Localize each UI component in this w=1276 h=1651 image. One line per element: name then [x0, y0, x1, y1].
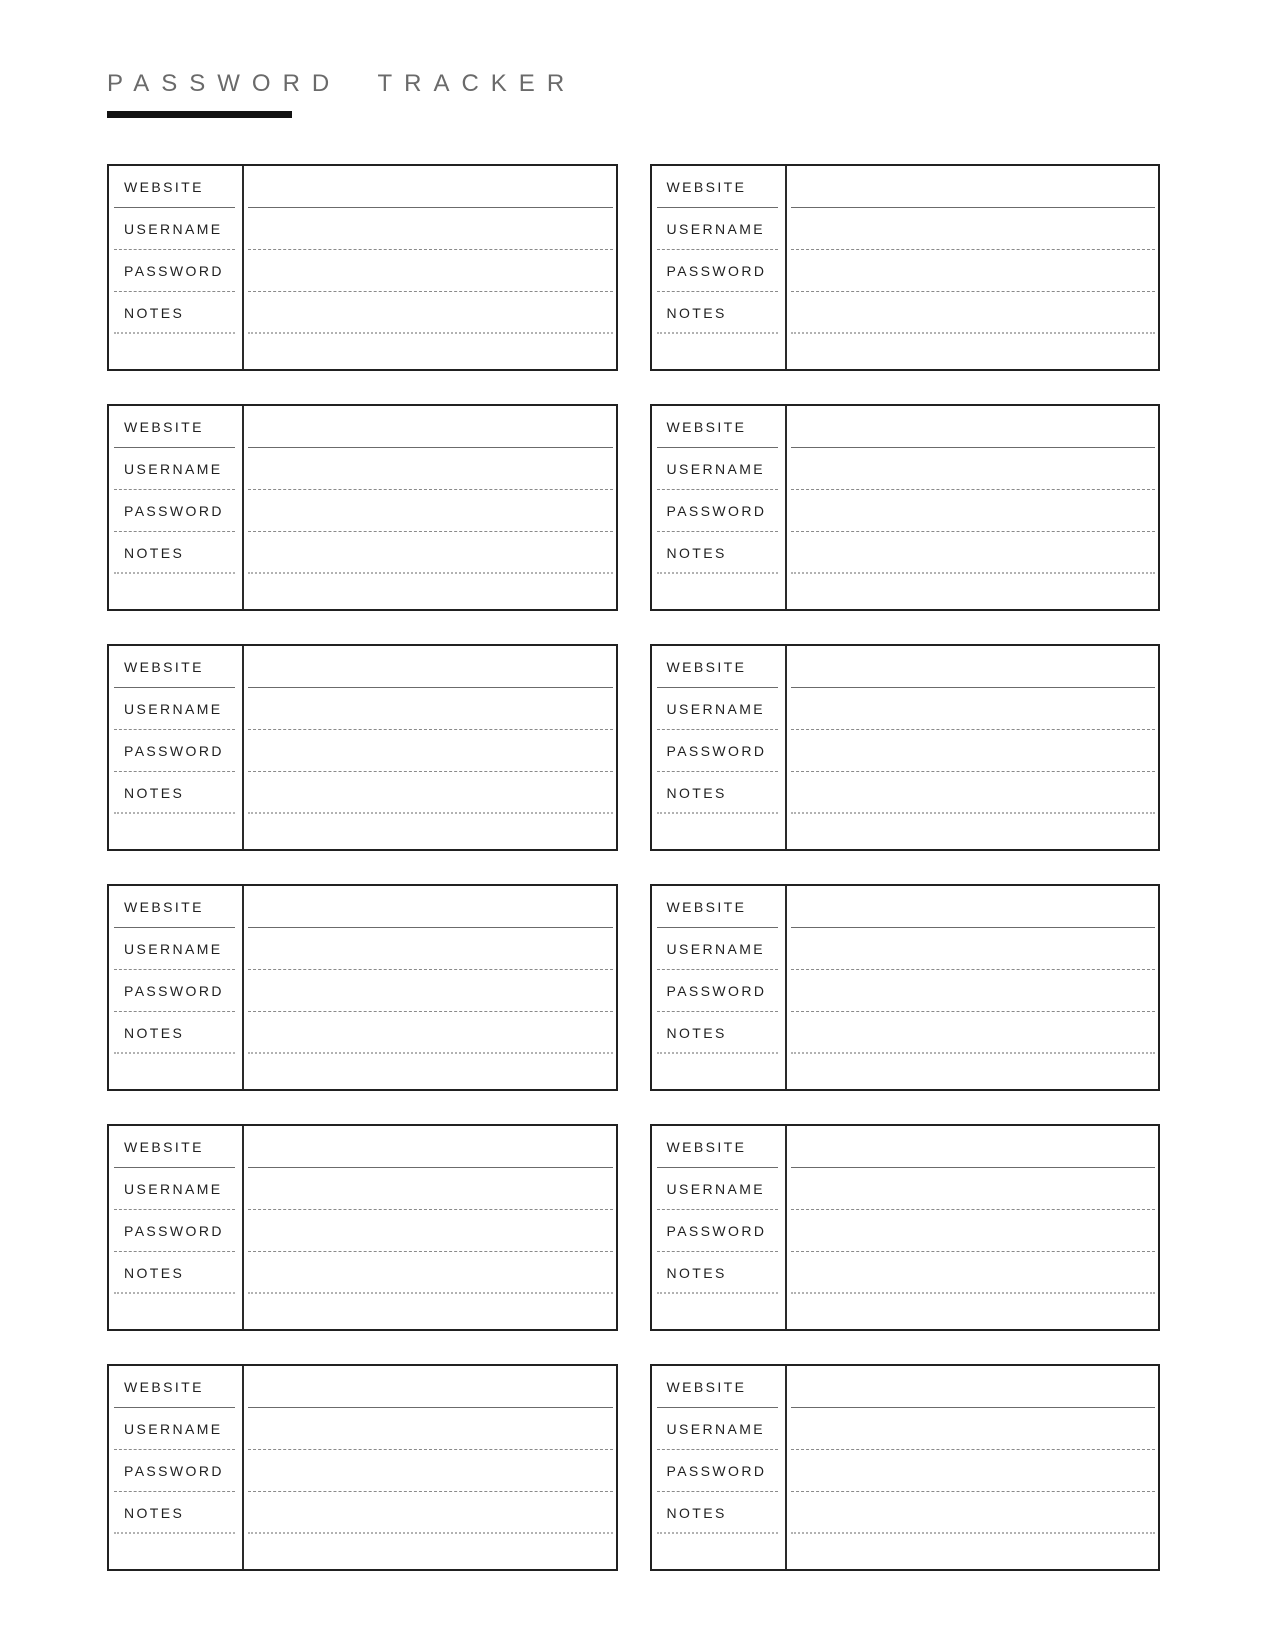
field-value-username-line[interactable]	[787, 1168, 1159, 1210]
value-column	[787, 406, 1159, 609]
value-column-filler	[787, 1294, 1159, 1329]
field-value-notes-line[interactable]	[787, 532, 1159, 574]
password-label-row	[109, 250, 242, 292]
field-value-password-line[interactable]	[244, 490, 616, 532]
field-label-website: WEBSITE	[666, 179, 747, 195]
field-value-notes-line[interactable]	[244, 1012, 616, 1054]
website-label-row	[109, 1366, 242, 1408]
field-label-notes: NOTES	[666, 305, 727, 321]
label-column-filler	[652, 334, 785, 369]
field-label-username: USERNAME	[124, 1181, 223, 1197]
field-value-website-line[interactable]	[787, 166, 1159, 208]
field-label-website: WEBSITE	[124, 899, 204, 915]
value-column	[244, 406, 616, 609]
value-column-filler	[244, 1054, 616, 1089]
field-value-website-line[interactable]	[244, 886, 616, 928]
website-label-row	[652, 406, 785, 448]
field-label-username: USERNAME	[124, 941, 223, 957]
field-value-password-line[interactable]	[244, 1210, 616, 1252]
notes-label-row	[652, 1492, 785, 1534]
password-label-row	[109, 490, 242, 532]
notes-label-row	[652, 772, 785, 814]
field-label-password: PASSWORD	[124, 503, 224, 519]
field-label-username: USERNAME	[124, 461, 223, 477]
password-label-row	[109, 1450, 242, 1492]
label-column	[109, 1126, 244, 1329]
page-header	[107, 72, 1160, 118]
field-label-notes: NOTES	[666, 1505, 727, 1521]
website-label-row	[652, 166, 785, 208]
field-value-password-line[interactable]	[244, 1450, 616, 1492]
value-column	[787, 1366, 1159, 1569]
field-value-notes-line[interactable]	[787, 292, 1159, 334]
field-value-password-line[interactable]	[244, 730, 616, 772]
value-column-filler	[787, 1054, 1159, 1089]
field-label-notes: NOTES	[124, 1265, 185, 1281]
field-label-password: PASSWORD	[124, 743, 224, 759]
value-column	[244, 646, 616, 849]
website-label-row	[652, 646, 785, 688]
value-column-filler	[244, 574, 616, 609]
value-column-filler	[244, 814, 616, 849]
field-value-username-line[interactable]	[787, 928, 1159, 970]
field-label-username: USERNAME	[666, 1421, 766, 1437]
label-column-filler	[652, 1294, 785, 1329]
field-label-notes: NOTES	[124, 1505, 185, 1521]
notes-label-row	[109, 1012, 242, 1054]
notes-label-row	[109, 1252, 242, 1294]
website-label-row	[109, 1126, 242, 1168]
field-value-website-line[interactable]	[244, 406, 616, 448]
username-label-row	[652, 688, 785, 730]
password-entry-card	[107, 404, 618, 611]
label-column	[652, 1366, 787, 1569]
field-value-website-line[interactable]	[787, 1126, 1159, 1168]
field-value-password-line[interactable]	[787, 1450, 1159, 1492]
field-value-notes-line[interactable]	[244, 1252, 616, 1294]
field-value-notes-line[interactable]	[244, 532, 616, 574]
label-column	[652, 166, 787, 369]
field-label-password: PASSWORD	[666, 983, 767, 999]
password-label-row	[652, 1450, 785, 1492]
field-label-website: WEBSITE	[124, 1379, 204, 1395]
value-column	[244, 1126, 616, 1329]
field-value-password-line[interactable]	[787, 730, 1159, 772]
label-column	[652, 1126, 787, 1329]
password-entry-card	[107, 644, 618, 851]
field-value-notes-line[interactable]	[244, 1492, 616, 1534]
field-value-notes-line[interactable]	[787, 1492, 1159, 1534]
notes-label-row	[652, 532, 785, 574]
field-value-notes-line[interactable]	[244, 292, 616, 334]
field-label-notes: NOTES	[124, 545, 185, 561]
website-label-row	[652, 886, 785, 928]
label-column-filler	[109, 1534, 242, 1569]
page-title: PASSWORD TRACKER	[107, 70, 577, 97]
field-value-website-line[interactable]	[244, 1366, 616, 1408]
notes-label-row	[652, 292, 785, 334]
field-value-password-line[interactable]	[244, 970, 616, 1012]
username-label-row	[652, 1408, 785, 1450]
password-entry-card	[650, 884, 1161, 1091]
field-value-website-line[interactable]	[787, 406, 1159, 448]
label-column	[652, 646, 787, 849]
password-entry-card	[107, 1124, 618, 1331]
password-entry-card	[650, 164, 1161, 371]
website-label-row	[652, 1126, 785, 1168]
field-label-username: USERNAME	[666, 941, 766, 957]
label-column	[109, 1366, 244, 1569]
username-label-row	[109, 1168, 242, 1210]
field-label-password: PASSWORD	[124, 1463, 224, 1479]
field-label-username: USERNAME	[666, 1181, 766, 1197]
field-label-password: PASSWORD	[666, 1463, 767, 1479]
field-label-website: WEBSITE	[666, 1379, 747, 1395]
password-label-row	[652, 730, 785, 772]
field-label-username: USERNAME	[124, 1421, 223, 1437]
label-column	[652, 886, 787, 1089]
label-column-filler	[652, 1534, 785, 1569]
value-column	[244, 166, 616, 369]
field-value-username-line[interactable]	[244, 688, 616, 730]
notes-label-row	[652, 1012, 785, 1054]
label-column	[652, 406, 787, 609]
notes-label-row	[109, 292, 242, 334]
field-label-password: PASSWORD	[666, 743, 767, 759]
label-column-filler	[652, 1054, 785, 1089]
notes-label-row	[109, 532, 242, 574]
value-column-filler	[244, 1534, 616, 1569]
field-value-username-line[interactable]	[787, 208, 1159, 250]
password-label-row	[109, 1210, 242, 1252]
field-label-website: WEBSITE	[124, 179, 204, 195]
value-column-filler	[787, 814, 1159, 849]
website-label-row	[109, 886, 242, 928]
username-label-row	[109, 1408, 242, 1450]
value-column	[787, 886, 1159, 1089]
field-value-password-line[interactable]	[787, 490, 1159, 532]
username-label-row	[652, 928, 785, 970]
field-value-username-line[interactable]	[787, 448, 1159, 490]
label-column-filler	[652, 574, 785, 609]
field-value-username-line[interactable]	[787, 1408, 1159, 1450]
label-column	[109, 166, 244, 369]
field-value-website-line[interactable]	[244, 1126, 616, 1168]
password-entry-card	[107, 164, 618, 371]
value-column	[244, 1366, 616, 1569]
field-label-username: USERNAME	[124, 701, 223, 717]
field-label-password: PASSWORD	[666, 503, 767, 519]
notes-label-row	[109, 1492, 242, 1534]
field-label-notes: NOTES	[124, 785, 185, 801]
field-label-notes: NOTES	[124, 305, 185, 321]
password-entry-card	[650, 644, 1161, 851]
field-label-username: USERNAME	[124, 221, 223, 237]
label-column-filler	[109, 334, 242, 369]
field-value-notes-line[interactable]	[787, 772, 1159, 814]
field-value-username-line[interactable]	[244, 448, 616, 490]
field-value-website-line[interactable]	[244, 166, 616, 208]
field-label-password: PASSWORD	[124, 983, 224, 999]
field-value-password-line[interactable]	[787, 250, 1159, 292]
website-label-row	[652, 1366, 785, 1408]
field-label-password: PASSWORD	[124, 1223, 224, 1239]
password-label-row	[109, 970, 242, 1012]
value-column	[787, 1126, 1159, 1329]
field-label-notes: NOTES	[124, 1025, 185, 1041]
field-value-username-line[interactable]	[244, 928, 616, 970]
field-label-notes: NOTES	[666, 1025, 727, 1041]
username-label-row	[109, 928, 242, 970]
value-column-filler	[787, 574, 1159, 609]
password-entry-card	[650, 404, 1161, 611]
value-column-filler	[244, 334, 616, 369]
notes-label-row	[109, 772, 242, 814]
field-value-username-line[interactable]	[244, 208, 616, 250]
label-column-filler	[109, 814, 242, 849]
value-column-filler	[787, 1534, 1159, 1569]
field-label-website: WEBSITE	[666, 419, 747, 435]
label-column-filler	[652, 814, 785, 849]
field-label-website: WEBSITE	[124, 1139, 204, 1155]
field-value-website-line[interactable]	[787, 886, 1159, 928]
password-entry-card	[107, 884, 618, 1091]
password-label-row	[652, 1210, 785, 1252]
password-entry-card	[650, 1364, 1161, 1571]
value-column-filler	[244, 1294, 616, 1329]
field-value-password-line[interactable]	[787, 1210, 1159, 1252]
field-label-website: WEBSITE	[666, 899, 747, 915]
field-label-password: PASSWORD	[666, 263, 767, 279]
label-column-filler	[109, 1294, 242, 1329]
password-label-row	[652, 490, 785, 532]
username-label-row	[652, 1168, 785, 1210]
label-column-filler	[109, 574, 242, 609]
website-label-row	[109, 406, 242, 448]
username-label-row	[652, 208, 785, 250]
value-column	[787, 166, 1159, 369]
username-label-row	[652, 448, 785, 490]
username-label-row	[109, 688, 242, 730]
website-label-row	[109, 166, 242, 208]
field-value-notes-line[interactable]	[787, 1012, 1159, 1054]
field-value-notes-line[interactable]	[244, 772, 616, 814]
field-value-password-line[interactable]	[787, 970, 1159, 1012]
field-label-website: WEBSITE	[124, 419, 204, 435]
password-label-row	[109, 730, 242, 772]
field-label-website: WEBSITE	[666, 659, 747, 675]
field-value-username-line[interactable]	[244, 1408, 616, 1450]
label-column	[109, 406, 244, 609]
field-label-username: USERNAME	[666, 221, 766, 237]
password-label-row	[652, 970, 785, 1012]
field-label-password: PASSWORD	[666, 1223, 767, 1239]
field-label-username: USERNAME	[666, 701, 766, 717]
password-entry-card	[107, 1364, 618, 1571]
password-entry-card	[650, 1124, 1161, 1331]
field-value-username-line[interactable]	[787, 688, 1159, 730]
field-value-website-line[interactable]	[244, 646, 616, 688]
title-underline-bar	[107, 111, 292, 118]
field-label-notes: NOTES	[666, 785, 727, 801]
label-column	[109, 886, 244, 1089]
cards-grid	[107, 164, 1160, 1571]
field-label-notes: NOTES	[666, 545, 727, 561]
field-label-notes: NOTES	[666, 1265, 727, 1281]
value-column	[244, 886, 616, 1089]
notes-label-row	[652, 1252, 785, 1294]
value-column-filler	[787, 334, 1159, 369]
username-label-row	[109, 208, 242, 250]
field-label-website: WEBSITE	[666, 1139, 747, 1155]
label-column	[109, 646, 244, 849]
label-column-filler	[109, 1054, 242, 1089]
field-value-notes-line[interactable]	[787, 1252, 1159, 1294]
field-value-website-line[interactable]	[787, 1366, 1159, 1408]
field-label-username: USERNAME	[666, 461, 766, 477]
field-label-website: WEBSITE	[124, 659, 204, 675]
value-column	[787, 646, 1159, 849]
field-value-website-line[interactable]	[787, 646, 1159, 688]
website-label-row	[109, 646, 242, 688]
field-value-password-line[interactable]	[244, 250, 616, 292]
field-value-username-line[interactable]	[244, 1168, 616, 1210]
password-label-row	[652, 250, 785, 292]
field-label-password: PASSWORD	[124, 263, 224, 279]
username-label-row	[109, 448, 242, 490]
